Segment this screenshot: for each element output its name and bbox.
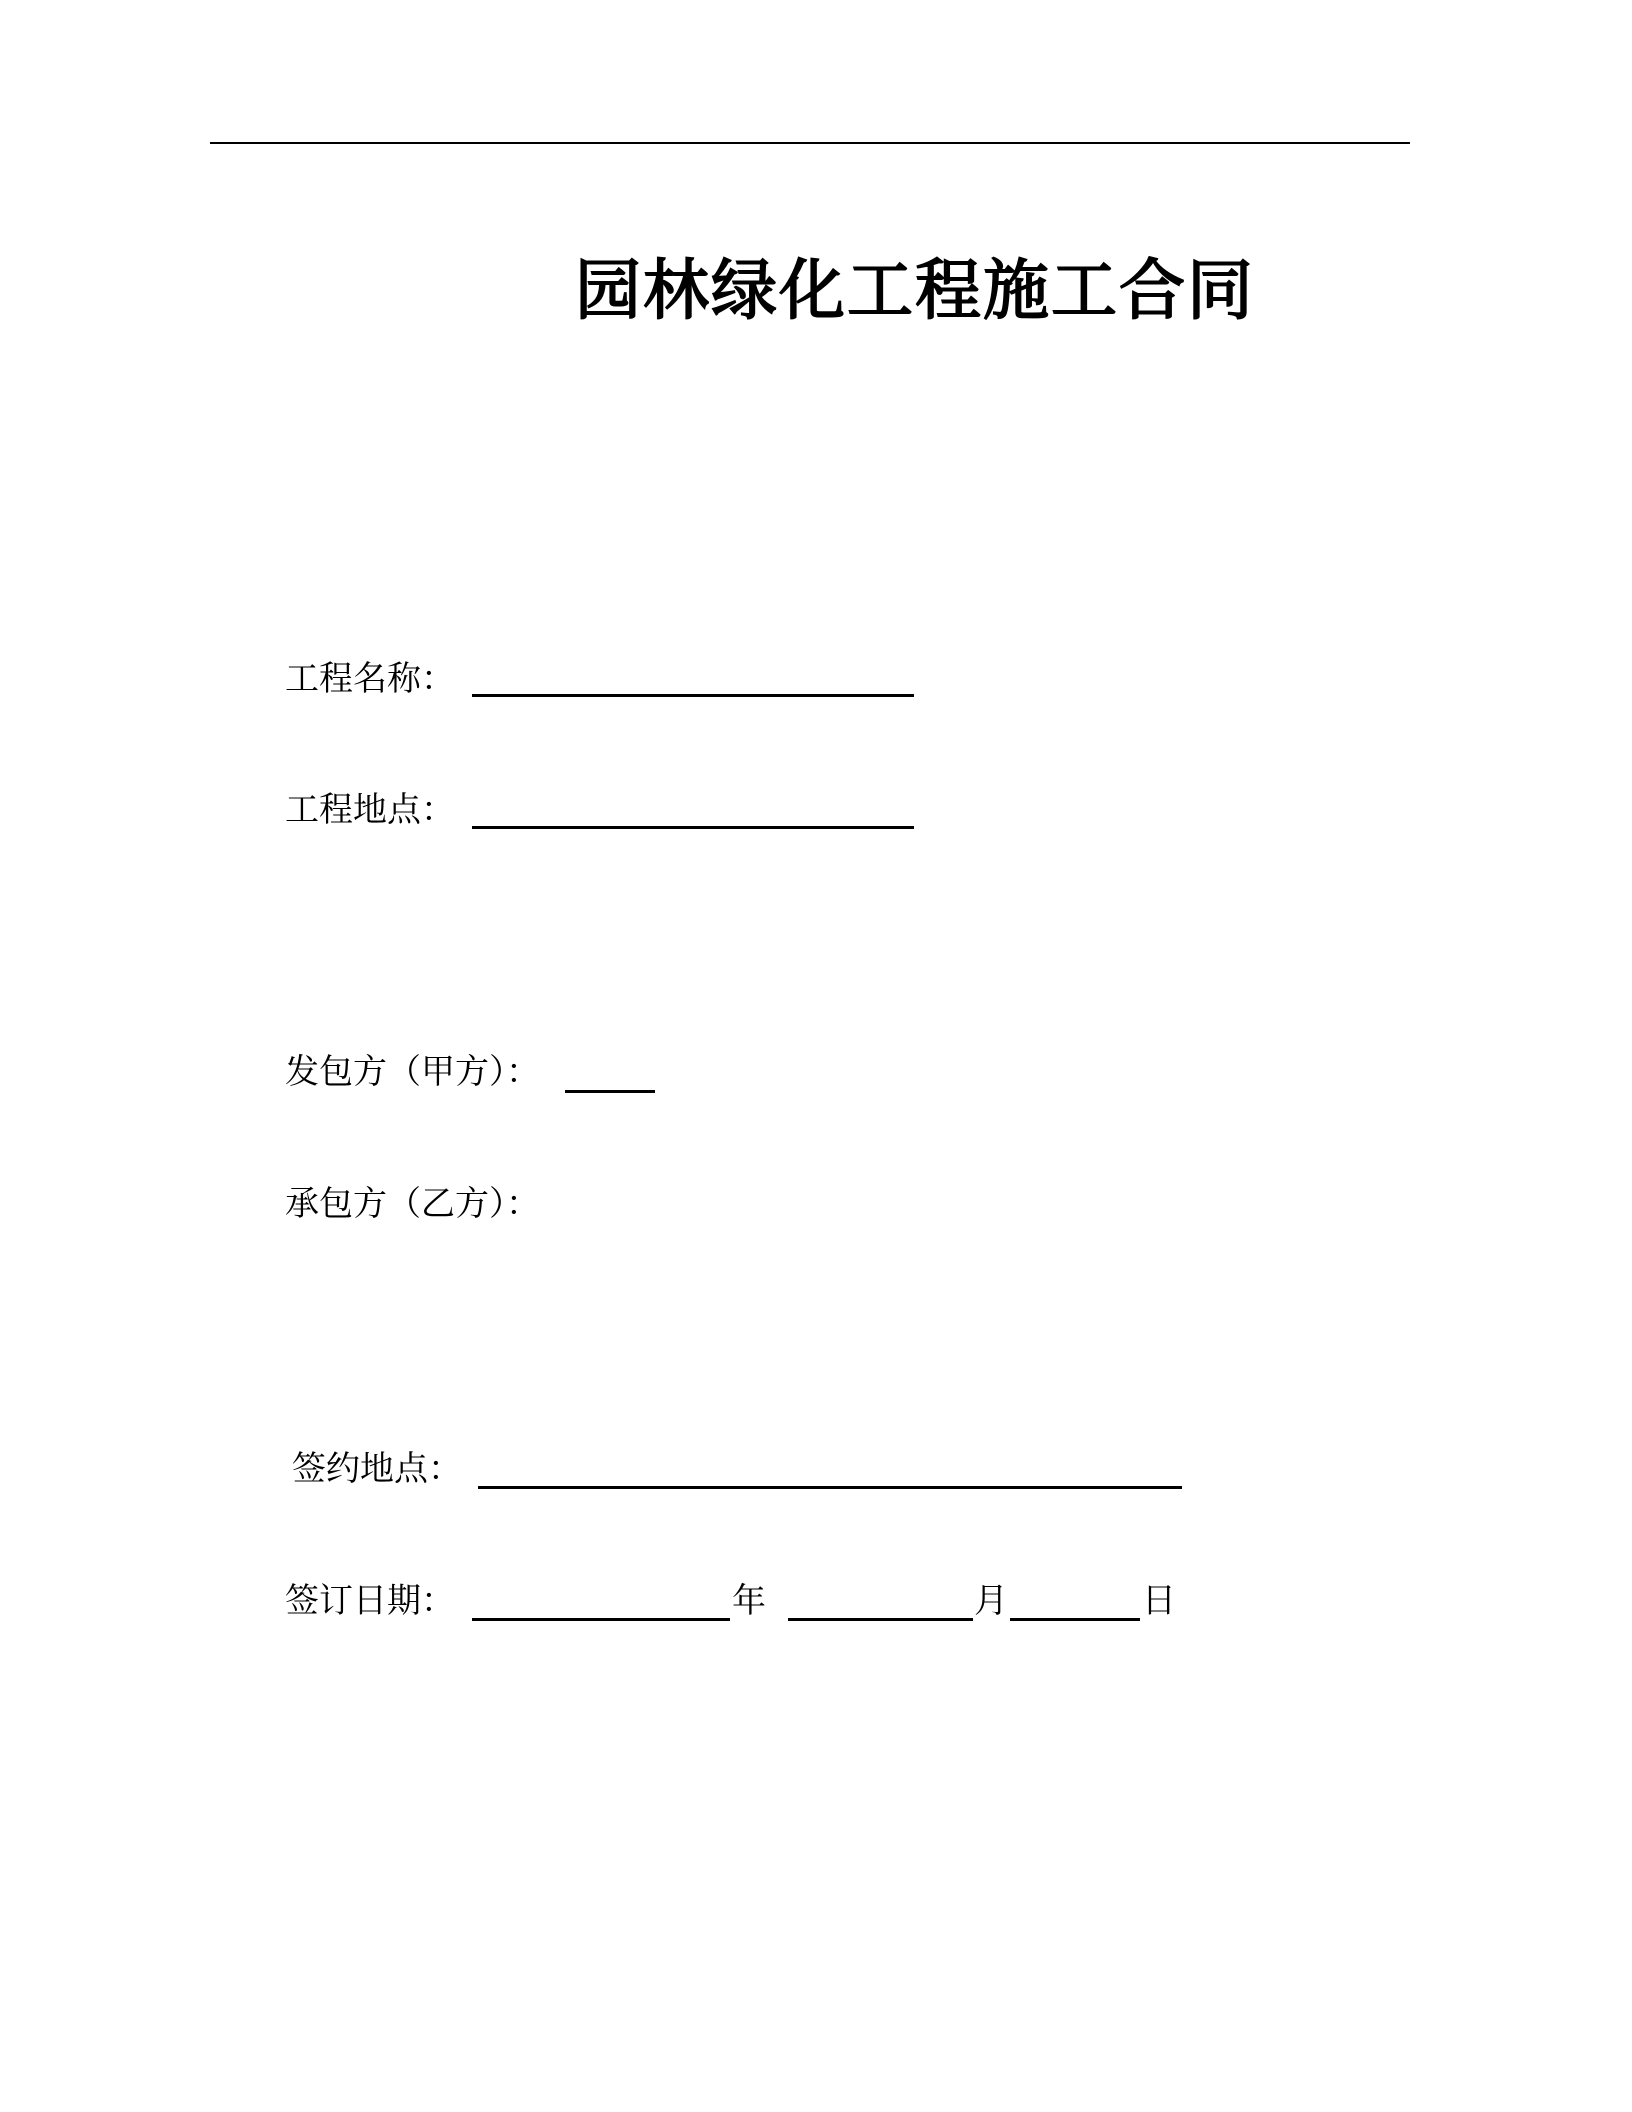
header-rule bbox=[210, 142, 1410, 144]
project-location-label: 工程地点： bbox=[285, 790, 455, 830]
project-name-field bbox=[285, 659, 455, 699]
project-name-label: 工程名称： bbox=[285, 659, 455, 699]
signing-date-label: 签订日期： bbox=[285, 1581, 455, 1621]
party-a-label: 发包方（甲方）： bbox=[285, 1052, 540, 1092]
signing-date-month-blank[interactable] bbox=[788, 1618, 973, 1621]
party-a-blank[interactable] bbox=[565, 1090, 655, 1093]
signing-date-field bbox=[285, 1581, 455, 1621]
signing-place-blank[interactable] bbox=[478, 1486, 1182, 1489]
signing-place-field bbox=[292, 1449, 462, 1489]
document-title: 园林绿化工程施工合同 bbox=[575, 252, 1255, 329]
year-unit: 年 bbox=[732, 1581, 766, 1621]
day-unit: 日 bbox=[1142, 1581, 1176, 1621]
signing-date-year-blank[interactable] bbox=[472, 1618, 730, 1621]
signing-place-label: 签约地点： bbox=[292, 1449, 462, 1489]
party-b-field bbox=[285, 1184, 540, 1224]
project-name-blank[interactable] bbox=[472, 694, 914, 697]
party-a-field bbox=[285, 1052, 540, 1092]
party-b-label: 承包方（乙方）： bbox=[285, 1184, 540, 1224]
signing-date-day-blank[interactable] bbox=[1010, 1618, 1140, 1621]
month-unit: 月 bbox=[974, 1581, 1008, 1621]
project-location-field bbox=[285, 790, 455, 830]
project-location-blank[interactable] bbox=[472, 826, 914, 829]
